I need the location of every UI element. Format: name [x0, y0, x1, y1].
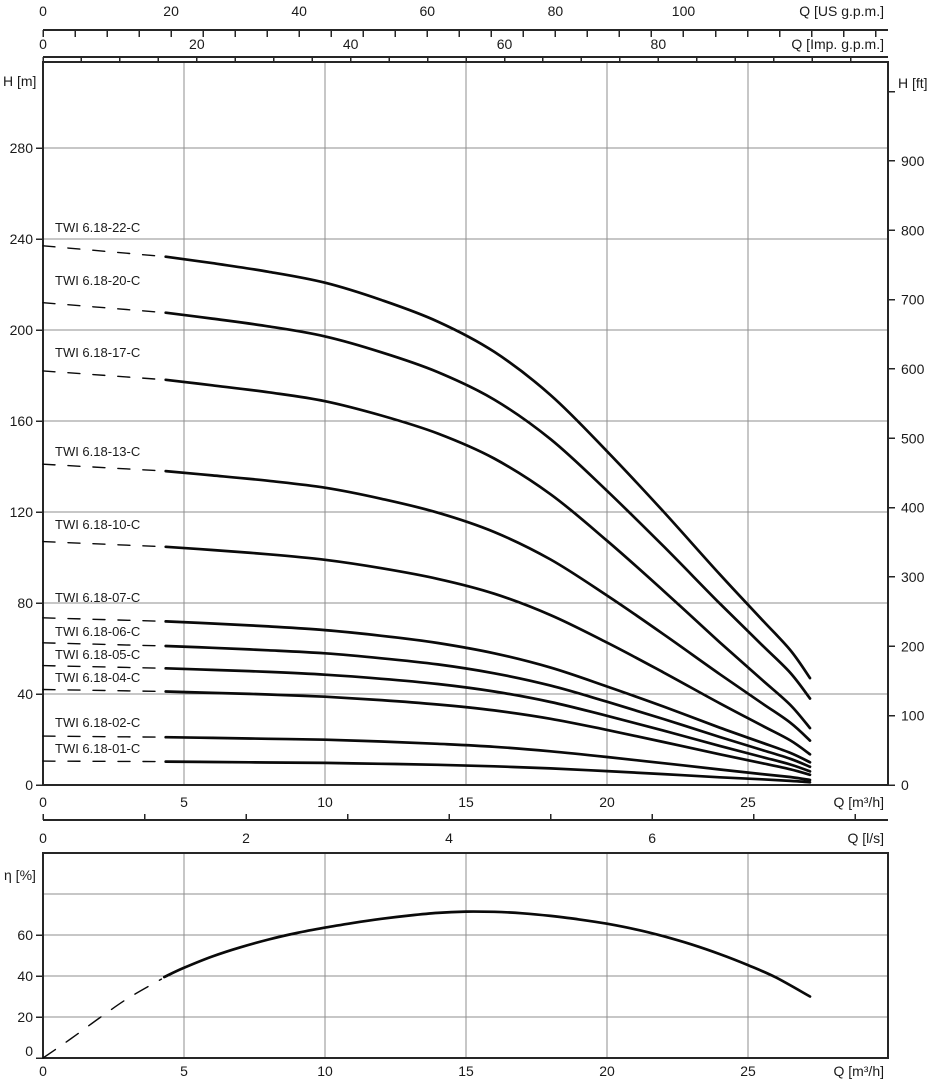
h-m-tick-label: 120: [9, 504, 33, 520]
pump-curve-line: [166, 762, 810, 783]
h-m-tick-label: 160: [9, 413, 33, 429]
h-ft-tick-label: 600: [901, 360, 925, 377]
q-m3h-tick-label: 5: [180, 794, 188, 810]
h-m-tick-label: 240: [9, 231, 33, 247]
eff-q-axis-label: Q [m³/h]: [833, 1063, 884, 1079]
pump-curve-label: TWI 6.18-05-C: [55, 647, 141, 662]
imp-gpm-tick-label: 40: [342, 36, 359, 52]
q-m3h-tick-label: 10: [317, 794, 333, 810]
head-chart: [3, 3, 928, 846]
h-m-axis-label: H [m]: [3, 73, 37, 89]
eff-q-tick-label: 15: [458, 1063, 474, 1079]
lps-tick-label: 4: [445, 830, 453, 846]
eta-tick-label: 0: [25, 1043, 33, 1059]
h-ft-tick-label: 300: [901, 568, 925, 585]
eta-axis-label: η [%]: [4, 867, 36, 883]
pump-curve-dashed-segment: [43, 246, 166, 257]
efficiency-chart: [4, 853, 888, 1079]
pump-curve-label: TWI 6.18-20-C: [55, 273, 141, 288]
pump-curve-line: [166, 646, 810, 767]
h-m-tick-label: 40: [17, 686, 33, 702]
imp-gpm-tick-label: 20: [189, 36, 205, 52]
efficiency-curve-line: [164, 912, 810, 997]
pump-curve-dashed-segment: [43, 464, 166, 471]
pump-curve-line: [166, 257, 810, 678]
axis-us-gpm: [39, 3, 888, 37]
head-chart-grid: [43, 62, 888, 785]
q-m3h-axis-label: Q [m³/h]: [833, 794, 884, 810]
pump-curves: [43, 220, 810, 782]
axis-h-m: [3, 73, 43, 793]
h-ft-tick-label: 200: [901, 638, 925, 655]
h-m-tick-label: 200: [9, 322, 33, 338]
us-gpm-tick-label: 20: [163, 3, 179, 19]
efficiency-curve: [43, 912, 810, 1058]
eff-q-tick-label: 5: [180, 1063, 188, 1079]
pump-curve-TWI-6-18-20-C: [43, 273, 810, 699]
axis-eta: [4, 867, 43, 1059]
pump-curve-line: [166, 668, 810, 771]
q-m3h-tick-label: 25: [740, 794, 756, 810]
pump-curve-label: TWI 6.18-02-C: [55, 715, 141, 730]
pump-curve-dashed-segment: [43, 736, 166, 737]
q-m3h-tick-label: 0: [39, 794, 47, 810]
imp-gpm-tick-label: 60: [496, 36, 513, 52]
lps-tick-label: 0: [39, 830, 47, 846]
pump-curve-dashed-segment: [43, 542, 166, 547]
pump-curve-TWI-6-18-22-C: [43, 220, 810, 678]
us-gpm-tick-label: 60: [419, 3, 436, 19]
eta-tick-label: 20: [17, 1009, 33, 1025]
pump-curve-TWI-6-18-06-C: [43, 624, 810, 767]
imp-gpm-tick-label: 0: [39, 36, 47, 52]
us-gpm-axis-label: Q [US g.p.m.]: [799, 3, 884, 19]
imp-gpm-axis-label: Q [Imp. g.p.m.]: [791, 36, 884, 52]
eta-tick-label: 60: [17, 927, 33, 943]
h-ft-tick-label: 700: [901, 291, 925, 308]
h-ft-tick-label: 800: [901, 222, 925, 239]
q-m3h-tick-label: 15: [458, 794, 474, 810]
us-gpm-tick-label: 40: [291, 3, 307, 19]
efficiency-curve-dashed-segment: [43, 979, 161, 1058]
pump-curve-TWI-6-18-02-C: [43, 715, 810, 780]
h-ft-tick-label: 900: [901, 152, 925, 169]
axis-q-lps: [39, 814, 888, 846]
pump-curve-label: TWI 6.18-22-C: [55, 220, 141, 235]
pump-curve-label: TWI 6.18-10-C: [55, 517, 141, 532]
h-m-tick-label: 0: [25, 777, 33, 793]
pump-curve-dashed-segment: [43, 761, 166, 762]
axis-h-ft: [888, 75, 928, 793]
us-gpm-tick-label: 80: [547, 3, 564, 19]
pump-curve-dashed-segment: [43, 303, 166, 313]
pump-curve-TWI-6-18-17-C: [43, 345, 810, 728]
pump-curve-dashed-segment: [43, 618, 166, 622]
pump-curve-TWI-6-18-01-C: [43, 741, 810, 782]
imp-gpm-tick-label: 80: [650, 36, 667, 52]
pump-curve-dashed-segment: [43, 371, 166, 380]
q-m3h-tick-label: 20: [599, 794, 615, 810]
pump-curve-label: TWI 6.18-07-C: [55, 590, 141, 605]
pump-curve-label: TWI 6.18-04-C: [55, 670, 141, 685]
pump-curve-label: TWI 6.18-13-C: [55, 444, 141, 459]
lps-tick-label: 2: [242, 830, 250, 846]
eff-q-tick-label: 25: [740, 1063, 756, 1079]
pump-curve-dashed-segment: [43, 643, 166, 646]
pump-curve-label: TWI 6.18-17-C: [55, 345, 141, 360]
pump-curve-label: TWI 6.18-06-C: [55, 624, 141, 639]
us-gpm-tick-label: 100: [671, 3, 696, 19]
h-ft-axis-label: H [ft]: [898, 75, 928, 91]
pump-curve-dashed-segment: [43, 690, 166, 692]
eff-q-tick-label: 10: [317, 1063, 333, 1079]
h-ft-tick-label: 400: [901, 499, 925, 516]
lps-tick-label: 6: [648, 830, 657, 846]
h-ft-tick-label: 100: [901, 707, 925, 724]
eff-q-tick-label: 0: [39, 1063, 47, 1079]
pump-curve-TWI-6-18-07-C: [43, 590, 810, 762]
eff-q-tick-label: 20: [599, 1063, 615, 1079]
h-ft-tick-label: 500: [901, 430, 925, 447]
h-ft-tick-label: 0: [901, 777, 909, 793]
axis-q-m3h: [39, 794, 884, 810]
h-m-tick-label: 80: [17, 595, 33, 611]
pump-curve-dashed-segment: [43, 666, 166, 669]
pump-curve-TWI-6-18-05-C: [43, 647, 810, 771]
lps-axis-label: Q [l/s]: [847, 830, 884, 846]
pump-curve-label: TWI 6.18-01-C: [55, 741, 141, 756]
axis-eff-q-m3h: [39, 1063, 884, 1079]
pump-curve-TWI-6-18-04-C: [43, 670, 810, 775]
pump-curve-line: [166, 313, 810, 699]
axis-imp-gpm: [39, 36, 888, 63]
us-gpm-tick-label: 0: [39, 3, 47, 19]
efficiency-grid: [43, 853, 888, 1058]
pump-curve-TWI-6-18-13-C: [43, 444, 810, 741]
eta-tick-label: 40: [17, 968, 33, 984]
h-m-tick-label: 280: [9, 140, 33, 156]
